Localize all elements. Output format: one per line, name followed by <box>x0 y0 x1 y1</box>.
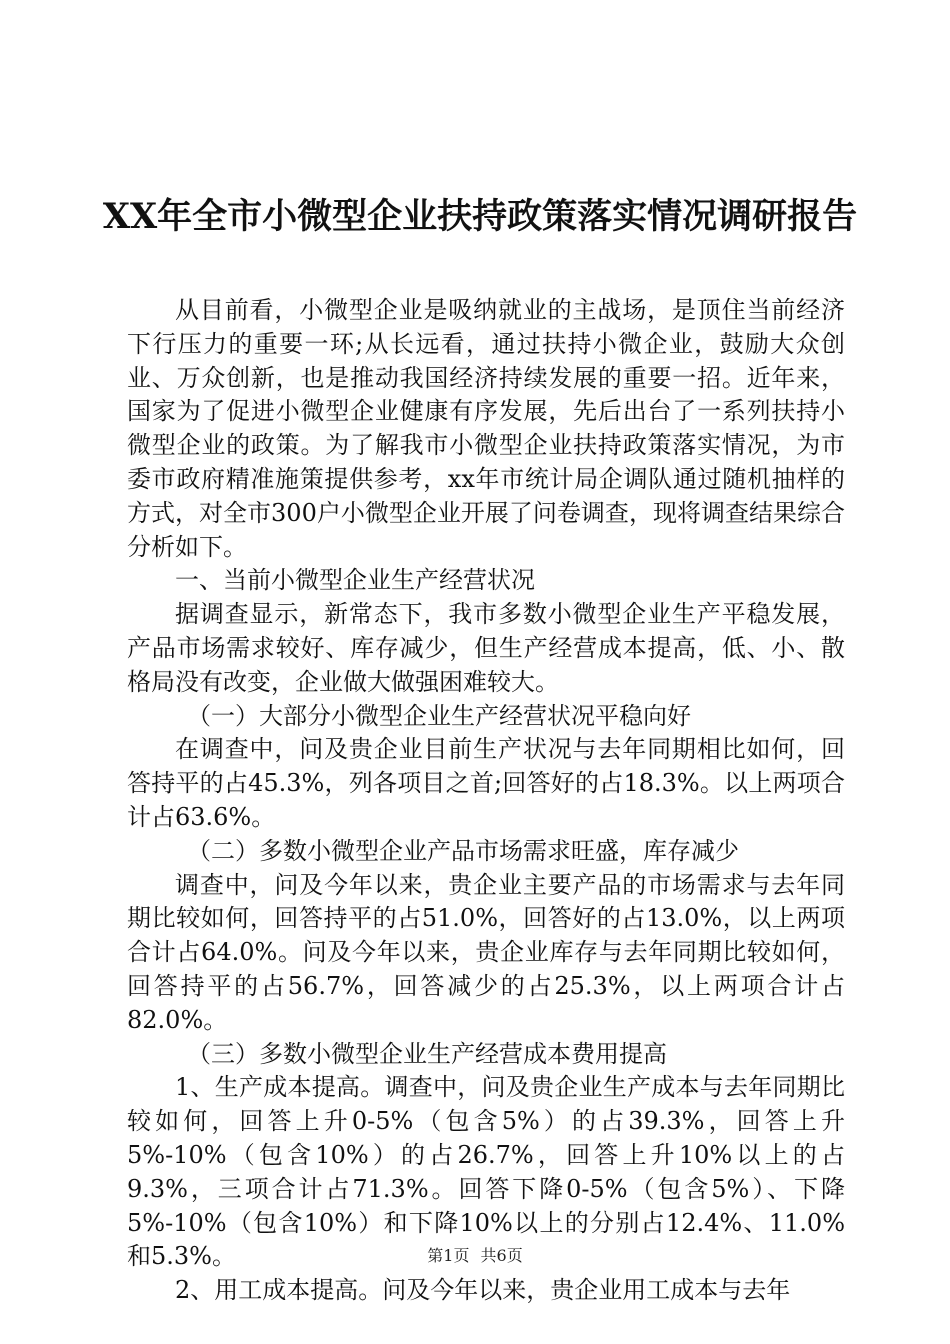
intro-paragraph: 从目前看，小微型企业是吸纳就业的主战场，是顶住当前经济下行压力的重要一环;从长远看，通过扶持小微企业，鼓励大众创业、万众创新，也是推动我国经济持续发展的重要一招。近年来，国家为了促进小微型企业健康有序发展，先后出台了一系列扶持小微型企业的政策。为了解我市小微型企业扶持政策落实情况，为市委市政府精准施策提供参考，xx年市统计局企调队通过随机抽样的方式，对全市300户小微型企业开展了问卷调查，现将调查结果综合分析如下。 <box>127 296 845 561</box>
cost-paragraph-2: 2、用工成本提高。问及今年以来，贵企业用工成本与去年 <box>175 1276 791 1305</box>
subsection-paragraph-2: 调查中，问及今年以来，贵企业主要产品的市场需求与去年同期比较如何，回答持平的占51.0%，回答好的占13.0%，以上两项合计占64.0%。问及今年以来，贵企业库存与去年同期比较如何，回答持平的占56.7%，回答减少的占25.3%，以上两项合计占82.0%。 <box>127 870 845 1034</box>
subsection-heading-1: （一）大部分小微型企业生产经营状况平稳向好 <box>187 701 691 730</box>
section-heading-1: 一、当前小微型企业生产经营状况 <box>175 566 535 595</box>
section-paragraph: 据调查显示，新常态下，我市多数小微型企业生产平稳发展，产品市场需求较好、库存减少，但生产经营成本提高，低、小、散格局没有改变，企业做大做强困难较大。 <box>127 600 845 696</box>
document-body <box>127 294 845 1308</box>
document-title: XX年全市小微型企业扶持政策落实情况调研报告 <box>102 196 858 237</box>
page-footer <box>0 1243 950 1266</box>
page-number: 第1页 <box>427 1246 470 1265</box>
subsection-heading-2: （二）多数小微型企业产品市场需求旺盛，库存减少 <box>187 836 739 865</box>
subsection-paragraph-1: 在调查中，问及贵企业目前生产状况与去年同期相比如何，回答持平的占45.3%，列各项目之首;回答好的占18.3%。以上两项合计占63.6%。 <box>127 735 845 831</box>
subsection-heading-3: （三）多数小微型企业生产经营成本费用提高 <box>187 1039 667 1068</box>
cost-paragraph-1: 1、生产成本提高。调查中，问及贵企业生产成本与去年同期比较如何，回答上升0-5%（包含5%）的占39.3%，回答上升5%-10%（包含10%）的占26.7%，回答上升10%以上的占9.3%，三项合计占71.3%。回答下降0-5%（包含5%）、下降5%-10%（包含10%）和下降10%以上的分别占12.4%、11.0%和5.3%。 <box>127 1073 845 1271</box>
page-total: 共6页 <box>480 1246 523 1265</box>
